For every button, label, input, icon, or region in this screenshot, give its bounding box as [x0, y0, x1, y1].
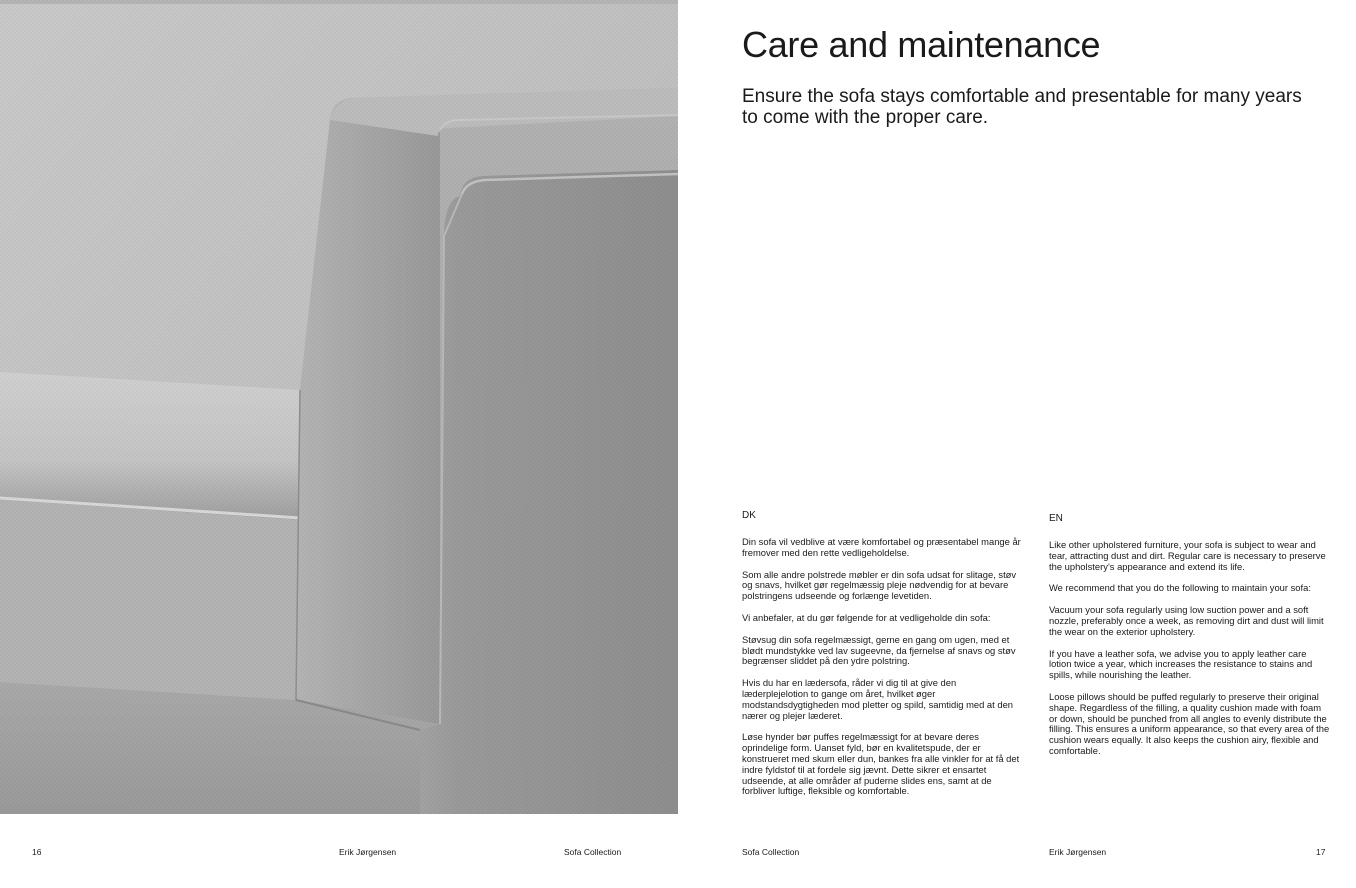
left-footer-brand: Erik Jørgensen [339, 847, 397, 857]
dk-paragraph: Som alle andre polstrede møbler er din sofa udsat for slitage, støv og snavs, hvilket gør regelmæssig pleje nødvendig for at bevare polstringens udseende og forlænge levetiden. [742, 568, 1017, 602]
left-page-number: 16 [32, 847, 42, 857]
en-paragraph: Vacuum your sofa regularly using low suction power and a soft nozzle, preferably once a week, as removing dirt and dust will limit the wear on the exterior upholstery. [1049, 604, 1324, 637]
dk-paragraph: Vi anbefaler, at du gør følgende for at vedligeholde din sofa: [742, 611, 991, 623]
dk-paragraph: Din sofa vil vedblive at være komfortabel og præsentabel mange år fremover med den rette vedligeholdelse. [742, 536, 1021, 558]
language-label-dk: DK [742, 510, 756, 521]
en-paragraph: We recommend that you do the following to maintain your sofa: [1049, 582, 1311, 594]
danish-column [742, 510, 1024, 808]
language-label-en: EN [1049, 513, 1063, 524]
dk-paragraph: Hvis du har en lædersofa, råder vi dig til at give den læderplejelotion to gange om året, hvilket øger modstandsdygtigheden mod pletter og spild, samtidig med at den nærer og plejer læderet. [742, 677, 1013, 721]
left-footer-collection: Sofa Collection [564, 847, 622, 857]
en-paragraph: Like other upholstered furniture, your sofa is subject to wear and tear, attracting dust and dirt. Regular care is necessary to preserve the upholstery’s appearance and extend its life. [1049, 539, 1326, 572]
en-paragraph: If you have a leather sofa, we advise you to apply leather care lotion twice a year, which increases the resistance to stains and spills, while nourishing the leather. [1049, 647, 1313, 681]
sofa-photo [0, 0, 678, 814]
dk-paragraph: Støvsug din sofa regelmæssigt, gerne en gang om ugen, med et blødt mundstykke ved lav sugeevne, da fjernelse af snavs og støv begrænser sliddet på den ydre polstring. [742, 633, 1016, 667]
page-title: Care and maintenance [742, 24, 1101, 65]
lead-paragraph: Ensure the sofa stays comfortable and presentable for many years to come with the proper care. [742, 86, 1302, 128]
dk-paragraph: Løse hynder bør puffes regelmæssigt for at bevare deres oprindelige form. Uanset fyld, bør en kvalitetspude, der er konstrueret med skum eller dun, bankes fra alle vinkler for at få det indre fyldstof til at fordele sig jævnt. Dette sikrer et ensartet udseende, at alle områder af puderne slides ens, samt at de forbliver luftige, fleksible og komfortable. [742, 731, 1020, 797]
right-footer-collection: Sofa Collection [742, 847, 800, 857]
right-footer-brand: Erik Jørgensen [1049, 847, 1107, 857]
english-column [1049, 513, 1331, 768]
en-paragraph: Loose pillows should be puffed regularly to preserve their original shape. Regardless of the filling, a quality cushion made with foam or down, should be punched from all angles to evenly distribute the filling. This ensures a uniform appearance, so that every area of the cushion wears equally. It also keeps the cushion airy, flexible and comfortable. [1049, 690, 1330, 756]
right-page-number: 17 [1316, 847, 1326, 857]
